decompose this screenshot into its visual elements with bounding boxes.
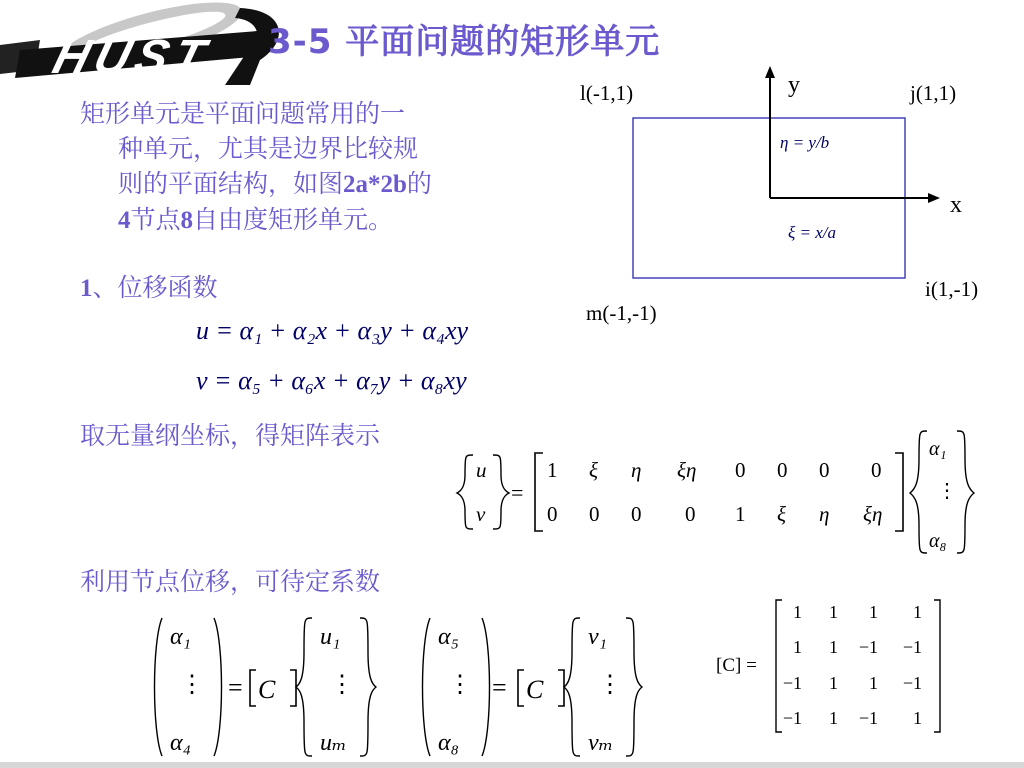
- equation-v: v = α₅ + α₆x + α₇y + α₈xy: [196, 366, 467, 395]
- n15: 0: [735, 458, 746, 482]
- c24: −1: [902, 637, 922, 657]
- logo-text: HUST: [47, 30, 217, 84]
- n14: ξη: [677, 458, 697, 482]
- n24: 0: [685, 502, 696, 526]
- eq1-equals: =: [228, 673, 243, 702]
- c2-symbol: C: [526, 675, 544, 704]
- n-left-bracket: [535, 453, 543, 531]
- node-j-label: j(1,1): [910, 81, 957, 105]
- alpha4: α₄: [170, 730, 191, 756]
- c1-left-bracket: [250, 670, 256, 706]
- c21: 1: [793, 637, 802, 657]
- eq2-equals: =: [492, 673, 507, 702]
- c44: 1: [913, 708, 922, 728]
- y-axis-label: y: [788, 72, 800, 98]
- n25: 1: [735, 502, 746, 526]
- c-matrix-definition: [712, 594, 952, 739]
- uv-right-brace: [493, 455, 509, 529]
- section-displacement-heading: [80, 268, 218, 304]
- uv-left-brace: [457, 455, 473, 529]
- alpha8: α₈: [438, 730, 459, 756]
- vec-alpha-1: α₁: [929, 438, 947, 460]
- xi-definition: ξ = x/a: [788, 223, 837, 242]
- section-number: 1: [80, 275, 93, 302]
- alpha58-dots: ⋮: [448, 672, 472, 698]
- logo-graphic: [0, 0, 300, 95]
- x-axis-arrow-icon: [928, 193, 940, 203]
- c31: −1: [782, 673, 802, 693]
- c1-symbol: C: [258, 675, 276, 704]
- n12: ξ: [589, 458, 598, 482]
- n18: 0: [871, 458, 882, 482]
- matrix-equals: =: [511, 480, 524, 505]
- node-i-label: i(1,-1): [925, 277, 979, 301]
- c42: 1: [829, 708, 838, 728]
- intro-line-4: [80, 202, 550, 238]
- alpha58-left-paren: [423, 618, 431, 756]
- c-left-bracket: [776, 600, 782, 732]
- intro-paragraph: [80, 96, 550, 238]
- c13: 1: [869, 602, 878, 622]
- alpha14-dots: ⋮: [180, 672, 204, 698]
- section-text: 、位移函数: [92, 273, 218, 302]
- v1: v₁: [588, 624, 607, 650]
- rectangle-element-diagram: [580, 62, 1010, 332]
- n27: η: [819, 502, 830, 526]
- c-matrix-cells: [783, 602, 922, 728]
- c33: 1: [869, 673, 878, 693]
- n23: 0: [631, 502, 642, 526]
- intro-line-3a: 则的平面结构，如图: [118, 169, 344, 198]
- n26: ξ: [777, 502, 786, 526]
- node-l-label: l(-1,1): [580, 81, 634, 105]
- um: uₘ: [320, 730, 347, 756]
- c34: −1: [902, 673, 922, 693]
- c11: 1: [793, 602, 802, 622]
- intro-line-3c: 的: [406, 169, 432, 198]
- intro-line-1: 矩形单元是平面问题常用的一: [80, 99, 406, 128]
- n11: 1: [547, 458, 558, 482]
- equation-u: u = α₁ + α₂x + α₃y + α₄xy: [196, 316, 469, 345]
- vec-u: u: [476, 458, 487, 482]
- intro-line-3: [80, 166, 550, 202]
- n16: 0: [777, 458, 788, 482]
- x-axis-label: x: [950, 192, 962, 218]
- c1-right-bracket: [290, 670, 296, 706]
- hust-logo: [0, 0, 300, 95]
- intro-nodes: 4: [118, 207, 131, 234]
- coefficient-equations: [148, 612, 648, 762]
- n-matrix-row-1: [547, 458, 882, 482]
- intro-dof: 8: [180, 207, 194, 234]
- n13: η: [631, 458, 642, 482]
- alpha14-right-paren: [214, 618, 222, 756]
- intro-line-4b: 节点: [130, 205, 181, 234]
- alpha1: α₁: [170, 624, 191, 650]
- alpha-left-brace: [910, 431, 927, 553]
- vec-alpha-dots: ⋮: [937, 480, 957, 502]
- alpha58-right-paren: [482, 618, 490, 756]
- shape-matrix-equation: [455, 425, 985, 560]
- vec-alpha-8: α₈: [929, 530, 947, 552]
- n21: 0: [547, 502, 558, 526]
- section-coefficients-heading: 利用节点位移，可待定系数: [80, 567, 381, 596]
- n17: 0: [819, 458, 830, 482]
- n-right-bracket: [895, 453, 903, 531]
- c14: 1: [913, 602, 922, 622]
- v-right-brace: [626, 618, 642, 756]
- c32: 1: [829, 673, 838, 693]
- c-matrix-label: [C] =: [716, 655, 757, 676]
- alpha-right-brace: [957, 431, 974, 553]
- c22: 1: [829, 637, 838, 657]
- n-matrix-row-2: [547, 502, 882, 526]
- vec-v: v: [476, 502, 486, 526]
- intro-size: 2a*2b: [343, 171, 407, 198]
- n22: 0: [589, 502, 600, 526]
- u-dots: ⋮: [330, 672, 354, 698]
- node-m-label: m(-1,-1): [586, 301, 657, 325]
- c2-right-bracket: [558, 670, 564, 706]
- section-matrix-heading: 取无量纲坐标，得矩阵表示: [80, 421, 381, 450]
- c12: 1: [829, 602, 838, 622]
- u-left-brace: [296, 618, 312, 756]
- vm: vₘ: [588, 730, 614, 756]
- v-left-brace: [564, 618, 580, 756]
- eta-definition: η = y/b: [780, 133, 830, 152]
- v-dots: ⋮: [598, 672, 622, 698]
- u-right-brace: [360, 618, 376, 756]
- y-axis-arrow-icon: [765, 66, 775, 78]
- alpha5: α₅: [438, 624, 459, 650]
- footer-divider: [0, 762, 1024, 768]
- c-right-bracket: [934, 600, 940, 732]
- c41: −1: [782, 708, 802, 728]
- intro-line-4d: 自由度矩形单元。: [193, 205, 394, 234]
- c2-left-bracket: [518, 670, 524, 706]
- intro-line-2: 种单元，尤其是边界比较规: [118, 134, 419, 163]
- c23: −1: [858, 637, 878, 657]
- n28: ξη: [863, 502, 883, 526]
- alpha14-left-paren: [155, 618, 163, 756]
- u1: u₁: [320, 624, 341, 650]
- page-title: 3-5 平面问题的矩形单元: [268, 22, 661, 62]
- c43: −1: [858, 708, 878, 728]
